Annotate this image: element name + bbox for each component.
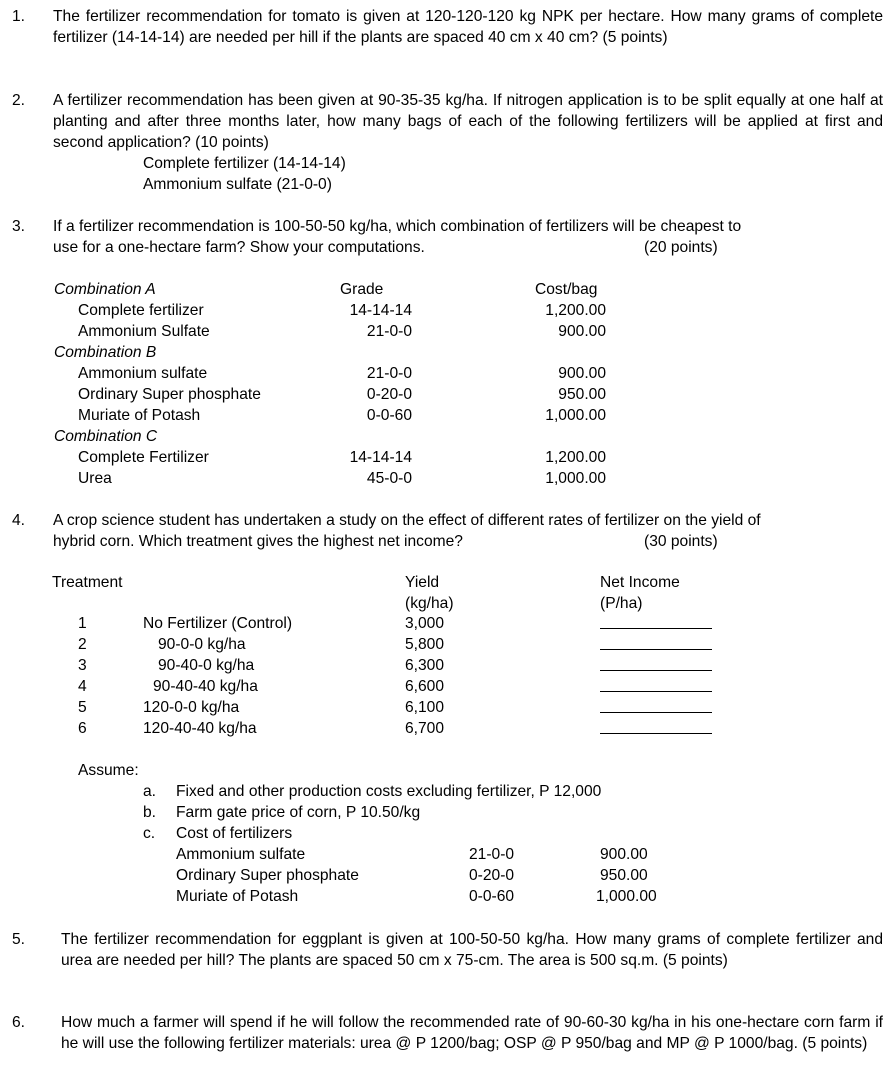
treatment-number: 6 (78, 720, 87, 737)
question-text: The fertilizer recommendation for tomato is given at 120-120-120 kg NPK per hectare. How many grams of complete fertilizer (14-14-14) are needed per hill if the plants are spaced 40 cm x 40 cm? (5 points) (53, 8, 883, 46)
column-header: Yield (405, 574, 440, 591)
treatment-number: 1 (78, 615, 87, 632)
treatment-description: 90-0-0 kg/ha (158, 636, 246, 653)
question-text: How much a farmer will spend if he will follow the recommended rate of 90-60-30 kg/ha in his one-hectare corn farm if he will use the following fertilizer materials: urea @ P 1200/bag; OSP @ P 950/bag and MP @ P 1000/bag. (5 points) (61, 1014, 883, 1052)
fertilizer-name: Muriate of Potash (176, 888, 299, 905)
fertilizer-grade: 21-0-0 (469, 846, 515, 863)
question-text-line: If a fertilizer recommendation is 100-50-50 kg/ha, which combination of fertilizers will be cheapest to (53, 218, 742, 235)
fertilizer-name: Ordinary Super phosphate (78, 386, 261, 403)
treatment-number: 2 (78, 636, 87, 653)
column-header: Treatment (52, 574, 123, 591)
fertilizer-cost: 1,000.00 (545, 407, 606, 424)
yield-value: 6,100 (405, 699, 445, 716)
assumption-text: Fixed and other production costs excluding fertilizer, P 12,000 (176, 783, 602, 800)
yield-value: 6,300 (405, 657, 445, 674)
net-income-blank[interactable] (600, 677, 712, 692)
assumption-letter: b. (143, 804, 157, 821)
fertilizer-cost: 1,200.00 (545, 449, 606, 466)
question-text-line: hybrid corn. Which treatment gives the highest net income? (53, 533, 463, 550)
section-header: Combination C (54, 428, 158, 445)
fertilizer-cost: 1,000.00 (545, 470, 606, 487)
fertilizer-name: Muriate of Potash (78, 407, 201, 424)
section-header: Combination A (54, 281, 156, 298)
treatment-number: 4 (78, 678, 87, 695)
net-income-blank[interactable] (600, 698, 712, 713)
treatment-description: No Fertilizer (Control) (143, 615, 293, 632)
net-income-blank[interactable] (600, 719, 712, 734)
fertilizer-cost: 1,200.00 (545, 302, 606, 319)
fertilizer-name: Ordinary Super phosphate (176, 867, 359, 884)
column-header: Net Income (600, 574, 680, 591)
question-text-line: A crop science student has undertaken a study on the effect of different rates of fertilizer on the yield of (53, 512, 761, 529)
yield-value: 5,800 (405, 636, 445, 653)
assumption-text: Farm gate price of corn, P 10.50/kg (176, 804, 421, 821)
fertilizer-cost: 900.00 (558, 323, 606, 340)
fertilizer-grade: 0-20-0 (469, 867, 515, 884)
question-text: A fertilizer recommendation has been given at 90-35-35 kg/ha. If nitrogen application is to be split equally at one half at planting and after three months later, how many bags of each of the following fertilizers will be applied at first and second application? (10 points) (53, 92, 883, 151)
list-item: Ammonium sulfate (21-0-0) (143, 176, 332, 193)
fertilizer-grade: 14-14-14 (349, 302, 412, 319)
question-number: 4. (12, 512, 26, 529)
column-header: Cost/bag (535, 281, 598, 298)
fertilizer-grade: 14-14-14 (349, 449, 412, 466)
question-number: 6. (12, 1014, 26, 1031)
treatment-description: 120-40-40 kg/ha (143, 720, 257, 737)
question-number: 1. (12, 8, 26, 25)
points-label: (20 points) (644, 239, 718, 256)
fertilizer-cost: 950.00 (558, 386, 606, 403)
column-header-unit: (kg/ha) (405, 595, 454, 612)
fertilizer-grade: 21-0-0 (366, 365, 412, 382)
section-header: Combination B (54, 344, 157, 361)
treatment-number: 5 (78, 699, 87, 716)
net-income-blank[interactable] (600, 635, 712, 650)
treatment-number: 3 (78, 657, 87, 674)
treatment-description: 120-0-0 kg/ha (143, 699, 240, 716)
assumption-text: Cost of fertilizers (176, 825, 293, 842)
assumption-letter: c. (143, 825, 156, 842)
fertilizer-name: Complete fertilizer (78, 302, 204, 319)
column-header: Grade (340, 281, 384, 298)
yield-value: 6,700 (405, 720, 445, 737)
question-text: The fertilizer recommendation for eggplant is given at 100-50-50 kg/ha. How many grams of complete fertilizer and urea are needed per hill? The plants are spaced 50 cm x 75-cm. The area is 500 sq.m. (5 points) (61, 931, 883, 969)
fertilizer-cost: 1,000.00 (596, 888, 657, 905)
points-label: (30 points) (644, 533, 718, 550)
assume-label: Assume: (78, 762, 139, 779)
fertilizer-cost: 900.00 (558, 365, 606, 382)
fertilizer-grade: 0-0-60 (366, 407, 412, 424)
fertilizer-cost: 950.00 (600, 867, 648, 884)
question-text-line: use for a one-hectare farm? Show your computations. (53, 239, 425, 256)
treatment-description: 90-40-0 kg/ha (158, 657, 255, 674)
fertilizer-name: Ammonium sulfate (78, 365, 208, 382)
fertilizer-grade: 0-20-0 (366, 386, 412, 403)
question-number: 2. (12, 92, 26, 109)
yield-value: 6,600 (405, 678, 445, 695)
fertilizer-name: Complete Fertilizer (78, 449, 209, 466)
fertilizer-grade: 0-0-60 (469, 888, 515, 905)
list-item: Complete fertilizer (14-14-14) (143, 155, 346, 172)
question-number: 3. (12, 218, 26, 235)
fertilizer-grade: 21-0-0 (366, 323, 412, 340)
fertilizer-name: Ammonium Sulfate (78, 323, 210, 340)
net-income-blank[interactable] (600, 656, 712, 671)
fertilizer-cost: 900.00 (600, 846, 648, 863)
fertilizer-name: Urea (78, 470, 112, 487)
net-income-blank[interactable] (600, 614, 712, 629)
fertilizer-grade: 45-0-0 (366, 470, 412, 487)
question-number: 5. (12, 931, 26, 948)
column-header-unit: (P/ha) (600, 595, 643, 612)
fertilizer-name: Ammonium sulfate (176, 846, 306, 863)
assumption-letter: a. (143, 783, 157, 800)
treatment-description: 90-40-40 kg/ha (153, 678, 258, 695)
yield-value: 3,000 (405, 615, 445, 632)
